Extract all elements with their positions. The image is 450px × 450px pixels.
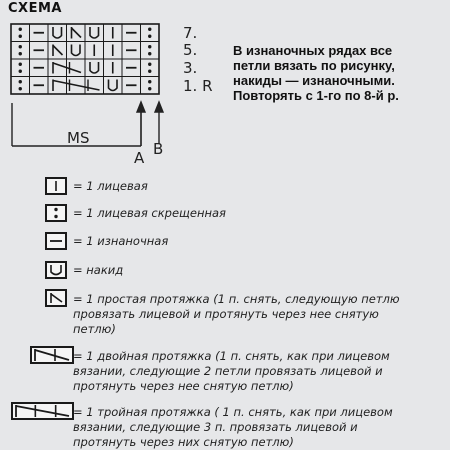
legend-text-triple: = 1 тройная протяжка ( 1 п. снять, как при лицевом вязании, следующие 3 п. провязать лицевой и протянуть через них снятую петлю) — [73, 405, 393, 449]
repeat-b-label: B — [153, 140, 164, 158]
purl-symbol-icon — [45, 232, 67, 250]
purl_twist-cell — [19, 28, 22, 38]
single-cell — [72, 27, 82, 39]
yarn-over-symbol-icon — [45, 261, 67, 279]
note-line: накиды — изнаночными. — [233, 73, 395, 88]
yo-cell — [72, 45, 81, 56]
purl_twist-cell — [148, 45, 151, 55]
legend-text-knit: = 1 лицевая — [73, 179, 148, 193]
triple-pullover-symbol-icon — [11, 402, 74, 420]
yo-cell — [90, 27, 99, 38]
twisted-symbol-icon — [45, 204, 67, 222]
single-cell — [53, 45, 63, 57]
purl_twist-cell — [148, 63, 151, 73]
chart-grid — [11, 24, 159, 94]
purl_twist-cell — [148, 80, 151, 90]
purl_twist-cell — [19, 63, 22, 73]
note-line: В изнаночных рядах все — [233, 43, 393, 58]
row-number-5: 5. — [183, 41, 198, 59]
repeat-a-label: A — [134, 149, 145, 167]
row-number-3: 3. — [183, 59, 198, 77]
chart-title: СХЕМА — [8, 1, 62, 16]
yo-cell — [53, 27, 62, 38]
note-line: петли вязать по рисунку, — [233, 58, 395, 73]
purl_twist-cell — [19, 80, 22, 90]
legend-text-double: = 1 двойная протяжка (1 п. снять, как при лицевом вязании, следующие 2 петли провязать лицевой и протянуть через нее снятую петлю) — [73, 349, 390, 393]
legend-text-single: = 1 простая протяжка (1 п. снять, следующую петлю провязать лицевой и протянуть через нее снятую петлю) — [73, 292, 400, 336]
legend-text-twisted: = 1 лицевая скрещенная — [73, 206, 226, 220]
purl_twist-cell — [19, 45, 22, 55]
yo-cell — [109, 80, 118, 91]
purl_twist-cell — [148, 28, 151, 38]
legend-text-purl: = 1 изнаночная — [73, 234, 169, 248]
legend-text-yo: = накид — [73, 263, 124, 277]
instruction-note — [233, 43, 448, 103]
row-number-1: 1. R — [183, 77, 213, 95]
single-pullover-symbol-icon — [45, 289, 67, 307]
note-line: Повторять с 1-го по 8-й р. — [233, 88, 399, 103]
repeat-ms-label: MS — [67, 129, 90, 147]
triple-pullover-cell — [53, 80, 100, 92]
double-pullover-symbol-icon — [30, 346, 74, 364]
row-number-7: 7. — [183, 24, 198, 42]
yo-cell — [90, 62, 99, 73]
knit-symbol-icon — [45, 177, 67, 195]
